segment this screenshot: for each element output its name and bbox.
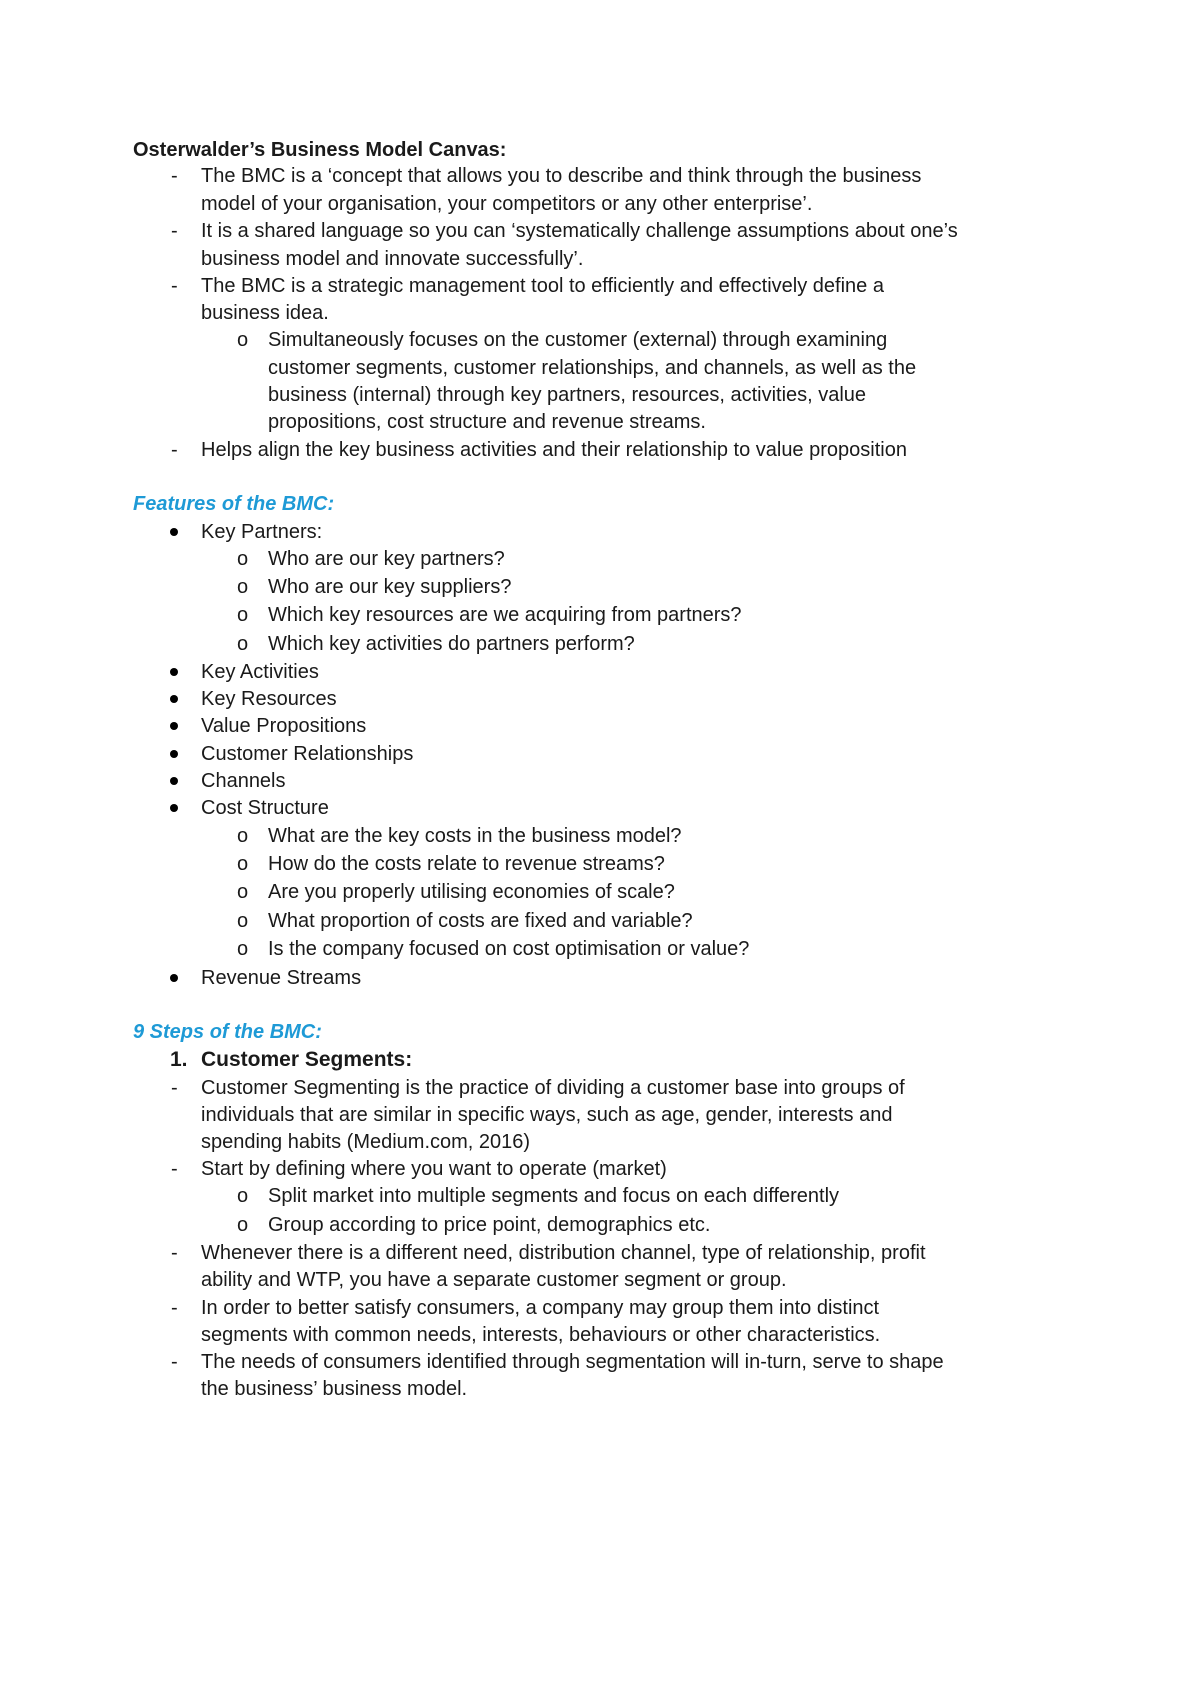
intro-sub-1-line-4: propositions, cost structure and revenue streams.	[268, 411, 706, 433]
circle-marker: o	[237, 1214, 249, 1236]
circle-marker: o	[237, 853, 249, 875]
circle-marker: o	[237, 329, 249, 351]
bullet-marker	[170, 528, 178, 536]
features-heading: Features of the BMC:	[133, 493, 335, 515]
step-1-sub-item: Group according to price point, demographics etc.	[268, 1214, 711, 1236]
bullet-marker	[170, 695, 178, 703]
feature-customer-relationships: Customer Relationships	[201, 743, 414, 765]
feature-cost-structure: Cost Structure	[201, 797, 329, 819]
step-1-item-2-line-1: Start by defining where you want to operate (market)	[201, 1158, 667, 1180]
step-1-item-4-line-2: segments with common needs, interests, behaviours or other characteristics.	[201, 1324, 881, 1346]
dash-marker: -	[171, 1297, 178, 1319]
circle-marker: o	[237, 604, 249, 626]
intro-item-1-line-2: model of your organisation, your competitors or any other enterprise’.	[201, 193, 813, 215]
intro-item-3-line-2: business idea.	[201, 302, 329, 324]
dash-marker: -	[171, 165, 178, 187]
bullet-marker	[170, 974, 178, 982]
cost-structure-question: What are the key costs in the business model?	[268, 825, 682, 847]
feature-value-propositions: Value Propositions	[201, 715, 367, 737]
document-title: Osterwalder’s Business Model Canvas:	[133, 139, 507, 161]
steps-heading: 9 Steps of the BMC:	[133, 1021, 322, 1043]
intro-item-3-line-1: The BMC is a strategic management tool to efficiently and effectively define a	[201, 275, 884, 297]
step-1-item-1-line-3: spending habits (Medium.com, 2016)	[201, 1131, 531, 1153]
circle-marker: o	[237, 881, 249, 903]
circle-marker: o	[237, 633, 249, 655]
feature-key-resources: Key Resources	[201, 688, 337, 710]
key-partners-question: Which key activities do partners perform?	[268, 633, 635, 655]
step-title-customer-segments: Customer Segments:	[201, 1048, 413, 1071]
circle-marker: o	[237, 1185, 249, 1207]
key-partners-question: Which key resources are we acquiring from partners?	[268, 604, 742, 626]
circle-marker: o	[237, 938, 249, 960]
step-number: 1.	[170, 1048, 188, 1071]
intro-item-1-line-1: The BMC is a ‘concept that allows you to describe and think through the business	[201, 165, 922, 187]
intro-sub-1-line-2: customer segments, customer relationships, and channels, as well as the	[268, 357, 917, 379]
dash-marker: -	[171, 1242, 178, 1264]
circle-marker: o	[237, 825, 249, 847]
feature-revenue-streams: Revenue Streams	[201, 967, 362, 989]
intro-item-2-line-1: It is a shared language so you can ‘systematically challenge assumptions about one’s	[201, 220, 958, 242]
bullet-marker	[170, 804, 178, 812]
bullet-marker	[170, 668, 178, 676]
intro-item-4-line-1: Helps align the key business activities and their relationship to value proposition	[201, 439, 907, 461]
intro-sub-1-line-1: Simultaneously focuses on the customer (external) through examining	[268, 329, 888, 351]
intro-sub-1-line-3: business (internal) through key partners, resources, activities, value	[268, 384, 867, 406]
step-1-item-1-line-1: Customer Segmenting is the practice of dividing a customer base into groups of	[201, 1077, 905, 1099]
intro-item-2-line-2: business model and innovate successfully’.	[201, 248, 584, 270]
dash-marker: -	[171, 220, 178, 242]
step-1-item-5-line-1: The needs of consumers identified through segmentation will in-turn, serve to shape	[201, 1351, 944, 1373]
step-1-item-3-line-2: ability and WTP, you have a separate customer segment or group.	[201, 1269, 787, 1291]
cost-structure-question: Are you properly utilising economies of scale?	[268, 881, 675, 903]
cost-structure-question: Is the company focused on cost optimisation or value?	[268, 938, 750, 960]
cost-structure-question: How do the costs relate to revenue streams?	[268, 853, 665, 875]
step-1-item-1-line-2: individuals that are similar in specific ways, such as age, gender, interests and	[201, 1104, 893, 1126]
bullet-marker	[170, 750, 178, 758]
key-partners-question: Who are our key partners?	[268, 548, 505, 570]
dash-marker: -	[171, 1351, 178, 1373]
circle-marker: o	[237, 548, 249, 570]
dash-marker: -	[171, 1158, 178, 1180]
step-1-item-5-line-2: the business’ business model.	[201, 1378, 468, 1400]
feature-channels: Channels	[201, 770, 286, 792]
step-1-item-3-line-1: Whenever there is a different need, distribution channel, type of relationship, profit	[201, 1242, 926, 1264]
step-1-sub-item: Split market into multiple segments and focus on each differently	[268, 1185, 840, 1207]
feature-key-activities: Key Activities	[201, 661, 319, 683]
dash-marker: -	[171, 1077, 178, 1099]
circle-marker: o	[237, 576, 249, 598]
circle-marker: o	[237, 910, 249, 932]
bullet-marker	[170, 722, 178, 730]
step-1-item-4-line-1: In order to better satisfy consumers, a company may group them into distinct	[201, 1297, 880, 1319]
dash-marker: -	[171, 275, 178, 297]
dash-marker: -	[171, 439, 178, 461]
cost-structure-question: What proportion of costs are fixed and variable?	[268, 910, 693, 932]
bullet-marker	[170, 777, 178, 785]
key-partners-question: Who are our key suppliers?	[268, 576, 512, 598]
feature-key-partners: Key Partners:	[201, 521, 323, 543]
